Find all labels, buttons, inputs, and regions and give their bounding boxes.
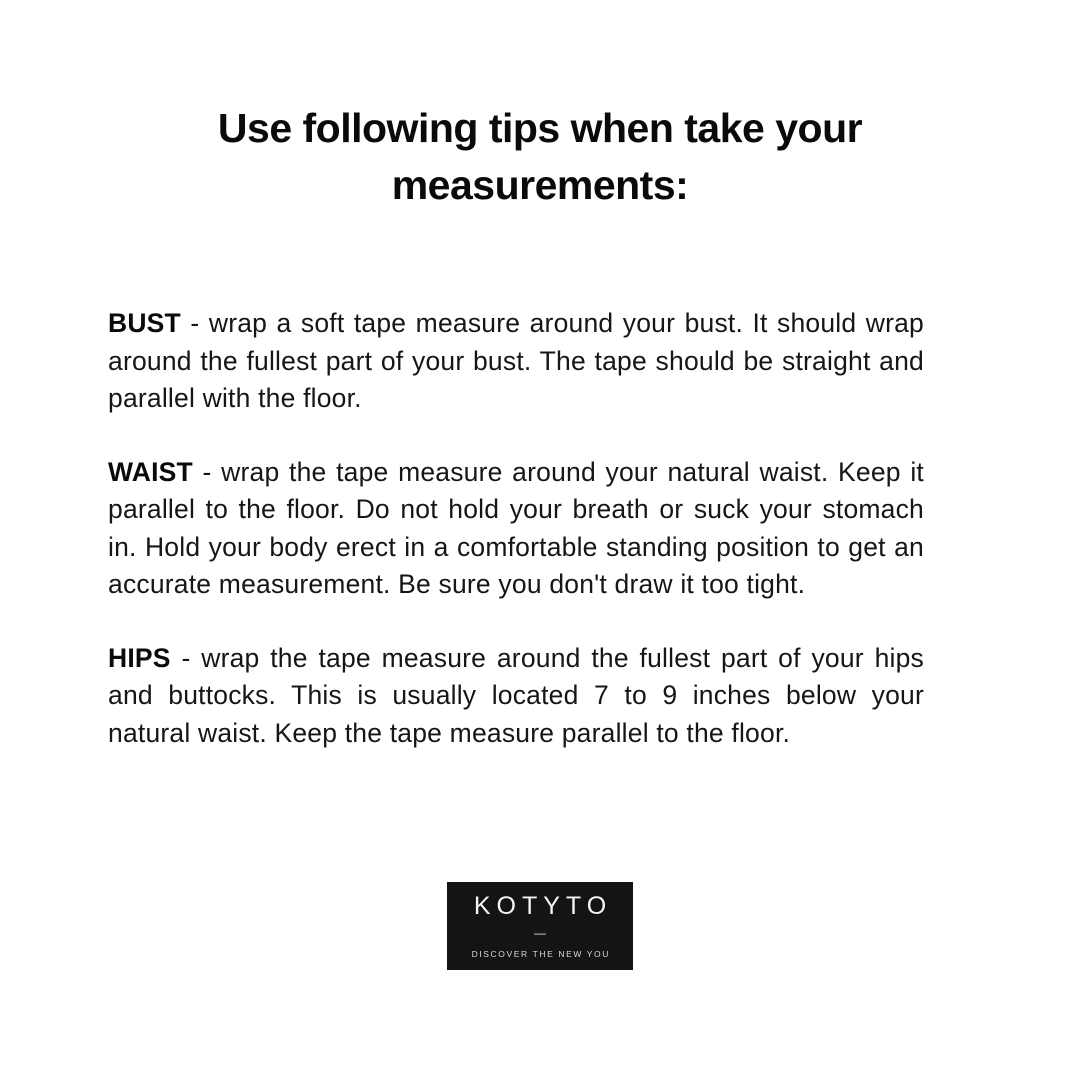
brand-name: KOTYTO <box>473 892 613 921</box>
logo-divider: — <box>534 925 546 940</box>
hips-paragraph <box>108 640 924 753</box>
hips-label: HIPS <box>108 642 171 673</box>
brand-tagline: DISCOVER THE NEW YOU <box>471 948 611 959</box>
bust-label: BUST <box>108 308 181 338</box>
brand-logo <box>447 882 633 970</box>
tips-content <box>108 305 924 752</box>
waist-text: - wrap the tape measure around your natural waist. Keep it parallel to the floor. Do not hold your breath or suck your stomach in. Hold your body erect in a comfortable standing position to get an accurate measurement. Be sure you don't draw it too tight. <box>108 456 924 599</box>
waist-label: WAIST <box>108 456 193 487</box>
bust-text: - wrap a soft tape measure around your bust. It should wrap around the fullest part of your bust. The tape should be straight and parallel with the floor. <box>108 308 924 413</box>
waist-paragraph <box>108 454 924 604</box>
bust-paragraph <box>108 305 924 418</box>
page-title: Use following tips when take your measurements: <box>217 105 863 208</box>
hips-text: - wrap the tape measure around the fullest part of your hips and buttocks. This is usually located 7 to 9 inches below your natural waist. Keep the tape measure parallel to the floor. <box>108 642 924 748</box>
